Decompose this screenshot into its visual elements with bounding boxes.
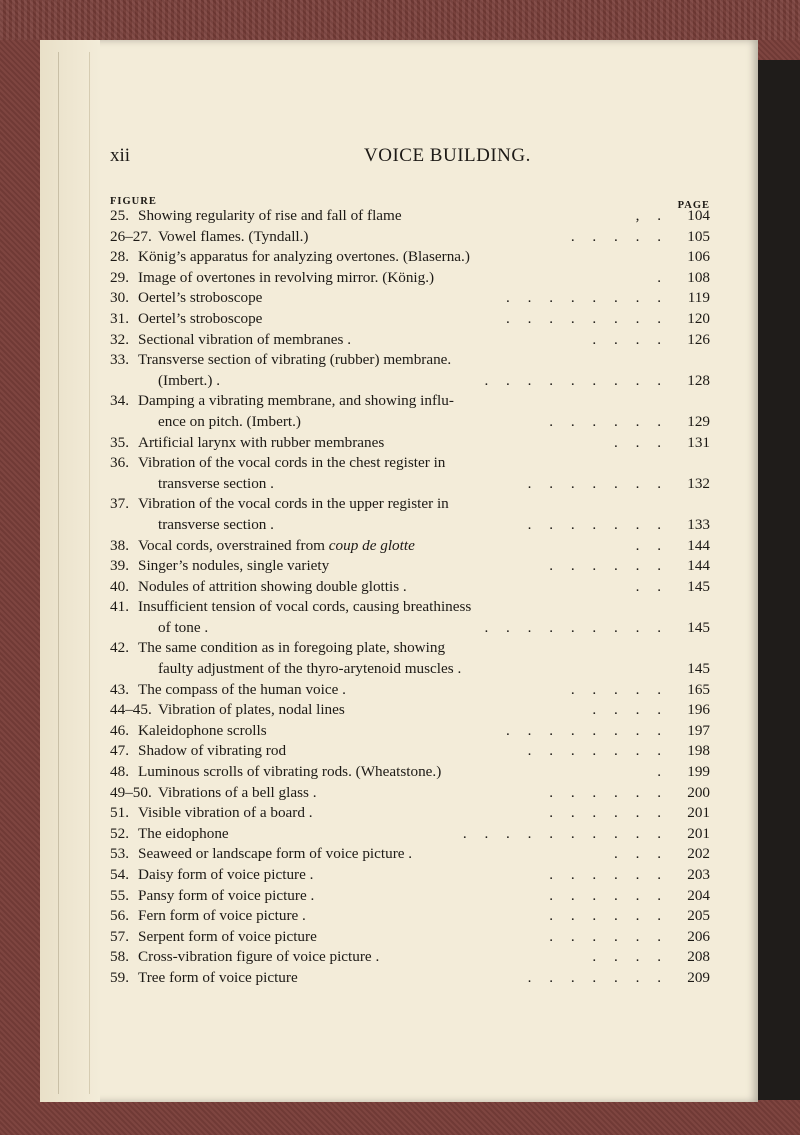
list-item xyxy=(110,577,710,598)
leader-dots: . . . . . . xyxy=(549,412,668,430)
list-item xyxy=(110,515,710,536)
list-item xyxy=(110,309,710,330)
page-ref: 144 xyxy=(687,536,710,554)
figure-caption: Kaleidophone scrolls xyxy=(138,721,267,739)
leader-dots: . . . . . . xyxy=(549,783,668,801)
list-item xyxy=(110,886,710,907)
figure-column-header: FIGURE xyxy=(110,196,157,207)
page-ref: 129 xyxy=(687,412,710,430)
figure-caption: The compass of the human voice . xyxy=(138,680,346,698)
leader-dots: . . . . xyxy=(592,948,668,966)
page-ref: 105 xyxy=(687,227,710,245)
page-ref: 132 xyxy=(687,474,710,492)
list-item xyxy=(110,391,710,412)
figure-number: 31. xyxy=(110,309,129,327)
figure-number: 25. xyxy=(110,207,129,224)
page-ref: 196 xyxy=(687,701,710,719)
list-item xyxy=(110,453,710,474)
figure-caption: Vocal cords, overstrained from coup de glotte xyxy=(138,536,415,554)
figure-caption: Visible vibration of a board . xyxy=(138,804,313,822)
leader-dots: . . xyxy=(635,577,668,595)
page-ref: 145 xyxy=(687,577,710,595)
leader-dots: . . . . . . . . . xyxy=(484,618,668,636)
page-ref: 165 xyxy=(687,680,710,698)
page-number: xii xyxy=(110,145,131,166)
list-item xyxy=(110,906,710,927)
list-item xyxy=(110,762,710,783)
figure-caption: König’s apparatus for analyzing overtones. (Blaserna.) xyxy=(138,248,470,266)
figure-caption: ence on pitch. (Imbert.) xyxy=(158,412,301,430)
list-item xyxy=(110,680,710,701)
page-ref: 119 xyxy=(687,289,710,307)
figure-number: 54. xyxy=(110,866,129,883)
leader-dots: . . . . . . xyxy=(549,866,668,883)
figure-number: 34. xyxy=(110,392,129,410)
leader-dots: . . . . . . . . xyxy=(506,721,668,739)
figure-caption: Vibration of the vocal cords in the chest register in xyxy=(138,454,446,472)
list-item xyxy=(110,474,710,495)
figure-caption: The same condition as in foregoing plate, showing xyxy=(138,639,446,657)
page-ref: 204 xyxy=(687,886,710,904)
leader-dots: . . xyxy=(635,536,668,554)
page-ref: 200 xyxy=(687,783,710,801)
figure-caption: Oertel’s stroboscope xyxy=(138,309,263,327)
page-ref: 106 xyxy=(687,248,710,266)
figure-number: 33. xyxy=(110,351,129,369)
list-item xyxy=(110,433,710,454)
figure-caption: (Imbert.) . xyxy=(158,371,220,389)
book-title: VOICE BUILDING. xyxy=(364,145,531,166)
leader-dots: . xyxy=(657,268,668,286)
page-ref: 144 xyxy=(687,557,710,575)
figure-number: 55. xyxy=(110,886,129,904)
figure-list xyxy=(110,206,710,989)
page-ref: 201 xyxy=(687,824,710,842)
figure-number: 28. xyxy=(110,248,129,266)
cover-binding xyxy=(0,0,800,40)
page-ref: 199 xyxy=(687,763,710,781)
page-ref: 205 xyxy=(687,907,710,925)
leader-dots: . . . xyxy=(614,845,668,863)
list-item xyxy=(110,865,710,886)
figure-number: 43. xyxy=(110,680,129,698)
figure-number: 57. xyxy=(110,927,129,945)
figure-caption: of tone . xyxy=(158,618,209,636)
figure-number: 58. xyxy=(110,948,129,966)
figure-number: 36. xyxy=(110,454,129,472)
list-item xyxy=(110,536,710,557)
figure-number: 52. xyxy=(110,824,129,842)
list-item xyxy=(110,741,710,762)
list-item xyxy=(110,247,710,268)
figure-caption: Cross-vibration figure of voice picture . xyxy=(138,948,380,966)
list-item xyxy=(110,412,710,433)
figure-number: 26–27. xyxy=(110,227,152,245)
leader-dots: . . . . . . . xyxy=(527,515,668,533)
leader-dots: . . . . . . . xyxy=(527,742,668,760)
page-ref: 209 xyxy=(687,968,710,986)
figure-caption: Image of overtones in revolving mirror. (König.) xyxy=(138,268,435,286)
leader-dots: . . . . . . . . xyxy=(506,289,668,307)
list-item xyxy=(110,700,710,721)
list-item xyxy=(110,947,710,968)
page-ref: 126 xyxy=(687,330,710,348)
page-ref: 145 xyxy=(687,660,710,678)
list-item xyxy=(110,206,710,227)
figure-number: 49–50. xyxy=(110,783,152,801)
list-item xyxy=(110,330,710,351)
figure-caption: Tree form of voice picture xyxy=(138,968,298,986)
gutter-lines xyxy=(58,52,90,1094)
list-item xyxy=(110,556,710,577)
figure-number: 30. xyxy=(110,289,129,307)
list-item xyxy=(110,268,710,289)
figure-caption: Oertel’s stroboscope xyxy=(138,289,263,307)
figure-caption: Vibration of plates, nodal lines xyxy=(158,701,345,719)
leader-dots: . . . . . . . xyxy=(527,474,668,492)
figure-caption: Serpent form of voice picture xyxy=(138,927,317,945)
page-ref: 133 xyxy=(687,515,710,533)
figure-caption: Damping a vibrating membrane, and showing influ- xyxy=(138,392,454,410)
list-item xyxy=(110,597,710,618)
list-item xyxy=(110,350,710,371)
leader-dots: . . . . . . xyxy=(549,927,668,945)
list-item xyxy=(110,288,710,309)
figure-number: 41. xyxy=(110,598,129,616)
figure-caption: Nodules of attrition showing double glottis . xyxy=(138,577,407,595)
figure-caption: Pansy form of voice picture . xyxy=(138,886,315,904)
list-item xyxy=(110,638,710,659)
figure-caption: Artificial larynx with rubber membranes xyxy=(138,433,385,451)
page-ref: 206 xyxy=(687,927,710,945)
leader-dots: . . . . . xyxy=(570,680,668,698)
list-item xyxy=(110,844,710,865)
figure-caption: Sectional vibration of membranes . xyxy=(138,330,351,348)
page-ref: 198 xyxy=(687,742,710,760)
leader-dots: . . . . . . xyxy=(549,886,668,904)
list-item xyxy=(110,371,710,392)
figure-number: 42. xyxy=(110,639,129,657)
page-ref: 202 xyxy=(687,845,710,863)
figure-caption: Insufficient tension of vocal cords, causing breathiness xyxy=(138,598,472,616)
list-item xyxy=(110,783,710,804)
figure-caption: Vowel flames. (Tyndall.) xyxy=(158,227,309,245)
figure-number: 59. xyxy=(110,968,129,986)
page-column-header: PAGE xyxy=(677,200,710,211)
figure-number: 38. xyxy=(110,536,129,554)
figure-caption: Vibration of the vocal cords in the upper register in xyxy=(138,495,449,513)
figure-caption: Luminous scrolls of vibrating rods. (Wheatstone.) xyxy=(138,763,442,781)
figure-number: 32. xyxy=(110,330,129,348)
list-item xyxy=(110,927,710,948)
leader-dots: . . . . . . . . . . xyxy=(462,824,668,842)
figure-caption: Vibrations of a bell glass . xyxy=(158,783,317,801)
page-ref: 197 xyxy=(687,721,710,739)
list-item xyxy=(110,824,710,845)
figure-caption: Shadow of vibrating rod xyxy=(138,742,287,760)
figure-number: 53. xyxy=(110,845,129,863)
leader-dots: . . . . . . xyxy=(549,557,668,575)
list-item xyxy=(110,618,710,639)
leader-dots: . . . . xyxy=(592,701,668,719)
leader-dots: . . . . . xyxy=(570,227,668,245)
list-item xyxy=(110,721,710,742)
figure-caption: faulty adjustment of the thyro-arytenoid muscles . xyxy=(158,660,462,678)
page-ref: 145 xyxy=(687,618,710,636)
list-item xyxy=(110,494,710,515)
page-ref: 203 xyxy=(687,866,710,883)
page-ref: 104 xyxy=(687,207,710,224)
list-item xyxy=(110,968,710,989)
figure-number: 47. xyxy=(110,742,129,760)
figure-caption: The eidophone xyxy=(138,824,229,842)
leader-dots: . . . . . . xyxy=(549,907,668,925)
page-ref: 128 xyxy=(687,371,710,389)
figure-number: 51. xyxy=(110,804,129,822)
figure-number: 56. xyxy=(110,907,129,925)
figure-number: 40. xyxy=(110,577,129,595)
figure-caption: Showing regularity of rise and fall of flame xyxy=(138,207,402,224)
list-item xyxy=(110,803,710,824)
list-item xyxy=(110,227,710,248)
figure-number: 39. xyxy=(110,557,129,575)
figure-caption: Daisy form of voice picture . xyxy=(138,866,314,883)
figure-number: 35. xyxy=(110,433,129,451)
page-ref: 108 xyxy=(687,268,710,286)
leader-dots: , . xyxy=(635,207,668,224)
leader-dots: . . . . . . xyxy=(549,804,668,822)
figure-caption: Fern form of voice picture . xyxy=(138,907,306,925)
figure-number: 44–45. xyxy=(110,701,152,719)
figure-caption: Singer’s nodules, single variety xyxy=(138,557,330,575)
figure-caption: Transverse section of vibrating (rubber) membrane. xyxy=(138,351,452,369)
figure-number: 46. xyxy=(110,721,129,739)
leader-dots: . . . . . . . . . xyxy=(484,371,668,389)
page-ref: 208 xyxy=(687,948,710,966)
book-cover-edge xyxy=(754,60,800,1100)
page-ref: 120 xyxy=(687,309,710,327)
page-ref: 131 xyxy=(687,433,710,451)
figure-number: 29. xyxy=(110,268,129,286)
page-ref: 201 xyxy=(687,804,710,822)
figure-caption: Seaweed or landscape form of voice picture . xyxy=(138,845,413,863)
figure-number: 37. xyxy=(110,495,129,513)
leader-dots: . . . . . . . xyxy=(527,968,668,986)
figure-caption: transverse section . xyxy=(158,515,274,533)
leader-dots: . . . . . . . . xyxy=(506,309,668,327)
leader-dots: . xyxy=(657,763,668,781)
leader-dots: . . . xyxy=(614,433,668,451)
figure-caption: transverse section . xyxy=(158,474,274,492)
figure-number: 48. xyxy=(110,763,129,781)
list-item xyxy=(110,659,710,680)
leader-dots: . . . . xyxy=(592,330,668,348)
